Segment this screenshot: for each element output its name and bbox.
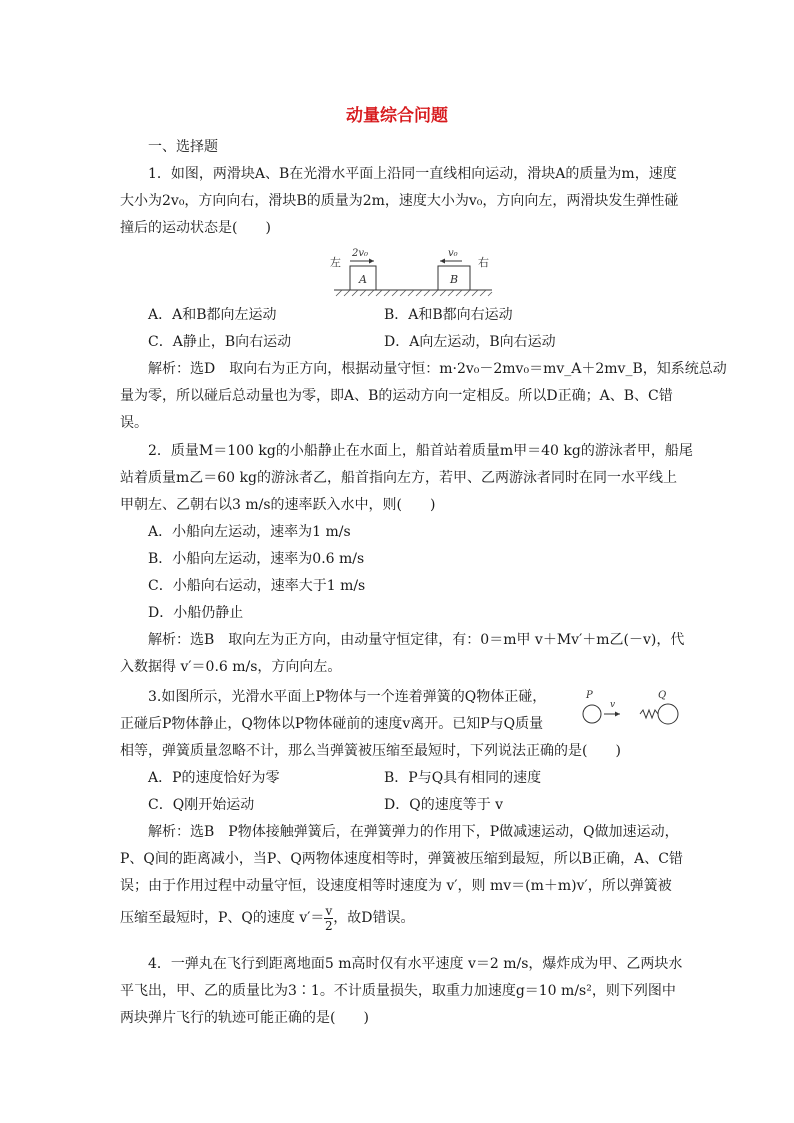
- q1-stem-line: 撞后的运动状态是( ): [120, 220, 271, 236]
- q3-stem-line: 正碰后P物体静止，Q物体以P物体碰前的速度v离开。已知P与Q质量: [120, 716, 544, 732]
- q2-option-d: D．小船仍静止: [148, 605, 244, 621]
- q2-answer-line: 解析：选B 取向左为正方向，由动量守恒定律，有：0＝m甲 v＋Mv′＋m乙(－v)，代: [148, 632, 685, 648]
- q1-fig-block-a-label: A: [359, 273, 367, 286]
- question-1: [120, 161, 679, 242]
- q1-fig-va-label: 2v₀: [352, 248, 369, 259]
- q1-fig-arrowhead-b: [440, 259, 445, 264]
- q1-fig-ground-hatch: [336, 290, 492, 296]
- q3-fig-ball-q: [658, 704, 678, 724]
- q1-stem-line: 1．如图，两滑块A、B在光滑水平面上沿同一直线相向运动，滑块A的质量为m，速度: [148, 166, 677, 182]
- q4-stem-line: 两块弹片飞行的轨迹可能正确的是( ): [120, 1010, 369, 1026]
- q3-option-d: D．Q的速度等于 v: [384, 797, 504, 813]
- q3-figure: [582, 686, 680, 730]
- q1-option-d: D．A向左运动，B向右运动: [384, 334, 556, 350]
- q2-option-a: A．小船向左运动，速率为1 m/s: [148, 524, 351, 540]
- q3-fraction-denominator: 2: [325, 918, 333, 933]
- q1-options-row: [120, 302, 675, 329]
- q1-answer-line: 误。: [120, 415, 148, 431]
- section-heading: 一、选择题: [148, 139, 218, 155]
- q3-fig-spring: [640, 710, 658, 718]
- q3-options-row: [120, 765, 675, 792]
- q3-option-b: B．P与Q具有相同的速度: [384, 770, 542, 786]
- q3-answer-pre: 压缩至最短时，P、Q的速度 v′＝: [120, 910, 325, 926]
- q3-options-row: [120, 792, 675, 819]
- question-2: [120, 438, 693, 681]
- q2-stem-line: 甲朝左、乙朝右以3 m/s的速率跃入水中，则( ): [120, 497, 436, 513]
- q1-option-b: B．A和B都向右运动: [384, 307, 513, 323]
- q1-figure: [328, 244, 494, 298]
- q1-fig-right-label: 右: [478, 256, 489, 269]
- q3-answer-line: 误；由于作用过程中动量守恒，设速度相等时速度为 v′，则 mv＝(m＋m)v′，所以弹簧被: [120, 878, 672, 894]
- q1-fig-vb-label: v₀: [448, 248, 458, 259]
- q1-answer-line: 量为零，所以碰后总动量也为零，即A、B的运动方向一定相反。所以D正确；A、B、C错: [120, 388, 673, 404]
- q1-options-answer: [120, 302, 727, 437]
- q3-answer-line: [120, 900, 675, 936]
- page-title: 动量综合问题: [346, 106, 448, 126]
- q3-fig-ball-p: [583, 705, 601, 723]
- q2-option-c: C．小船向右运动，速率大于1 m/s: [148, 578, 366, 594]
- q3-fraction-numerator: v: [325, 903, 333, 918]
- question-4: [120, 951, 683, 1032]
- q3-answer-line: P、Q间的距离减小，当P、Q两物体速度相等时，弹簧被压缩到最短，所以B正确，A、C错: [120, 851, 683, 867]
- q1-stem-line: 大小为2v₀，方向向右，滑块B的质量为2m，速度大小为v₀，方向向左，两滑块发生弹性碰: [120, 193, 679, 209]
- q1-fig-left-label: 左: [330, 256, 341, 269]
- q4-stem-line: 平飞出，甲、乙的质量比为3∶1。不计质量损失，取重力加速度g＝10 m/s²，则下列图中: [120, 983, 676, 999]
- q2-option-b: B．小船向左运动，速率为0.6 m/s: [148, 551, 365, 567]
- q1-fig-block-b-label: B: [450, 273, 459, 286]
- q1-fig-arrowhead-a: [369, 259, 374, 264]
- q1-answer-line: 解析：选D 取向右为正方向，根据动量守恒：m·2v₀－2mv₀＝mv_A＋2mv_B，知系统总动: [148, 361, 727, 377]
- q3-stem-line: 相等，弹簧质量忽略不计，那么当弹簧被压缩至最短时，下列说法正确的是( ): [120, 743, 621, 759]
- q3-option-c: C．Q刚开始运动: [148, 797, 255, 813]
- q3-fig-arrowhead: [615, 712, 620, 717]
- q2-stem-line: 2．质量M＝100 kg的小船静止在水面上，船首站着质量m甲＝40 kg的游泳者甲，船尾: [148, 443, 693, 459]
- q3-fig-q-label: Q: [658, 690, 667, 701]
- q1-option-c: C．A静止，B向右运动: [148, 334, 292, 350]
- q1-option-a: A．A和B都向左运动: [148, 307, 277, 323]
- q3-fraction: [324, 904, 333, 933]
- q1-options-row: [120, 329, 675, 356]
- q4-stem-line: 4．一弹丸在飞行到距离地面5 m高时仅有水平速度 v＝2 m/s，爆炸成为甲、乙两块水: [148, 956, 683, 972]
- q3-answer-post: ，故D错误。: [333, 910, 415, 926]
- q3-answer-line: 解析：选B P物体接触弹簧后，在弹簧弹力的作用下，P做减速运动，Q做加速运动，: [148, 824, 679, 840]
- q3-fig-v-label: v: [610, 700, 616, 710]
- q3-option-a: A．P的速度恰好为零: [148, 770, 280, 786]
- q3-stem-line: 3.如图所示，光滑水平面上P物体与一个连着弹簧的Q物体正碰，: [148, 689, 547, 705]
- q3-fig-p-label: P: [586, 690, 593, 701]
- q2-answer-line: 入数据得 v′＝0.6 m/s，方向向左。: [120, 659, 342, 675]
- q2-stem-line: 站着质量m乙＝60 kg的游泳者乙，船首指向左方，若甲、乙两游泳者同时在同一水平线上: [120, 470, 677, 486]
